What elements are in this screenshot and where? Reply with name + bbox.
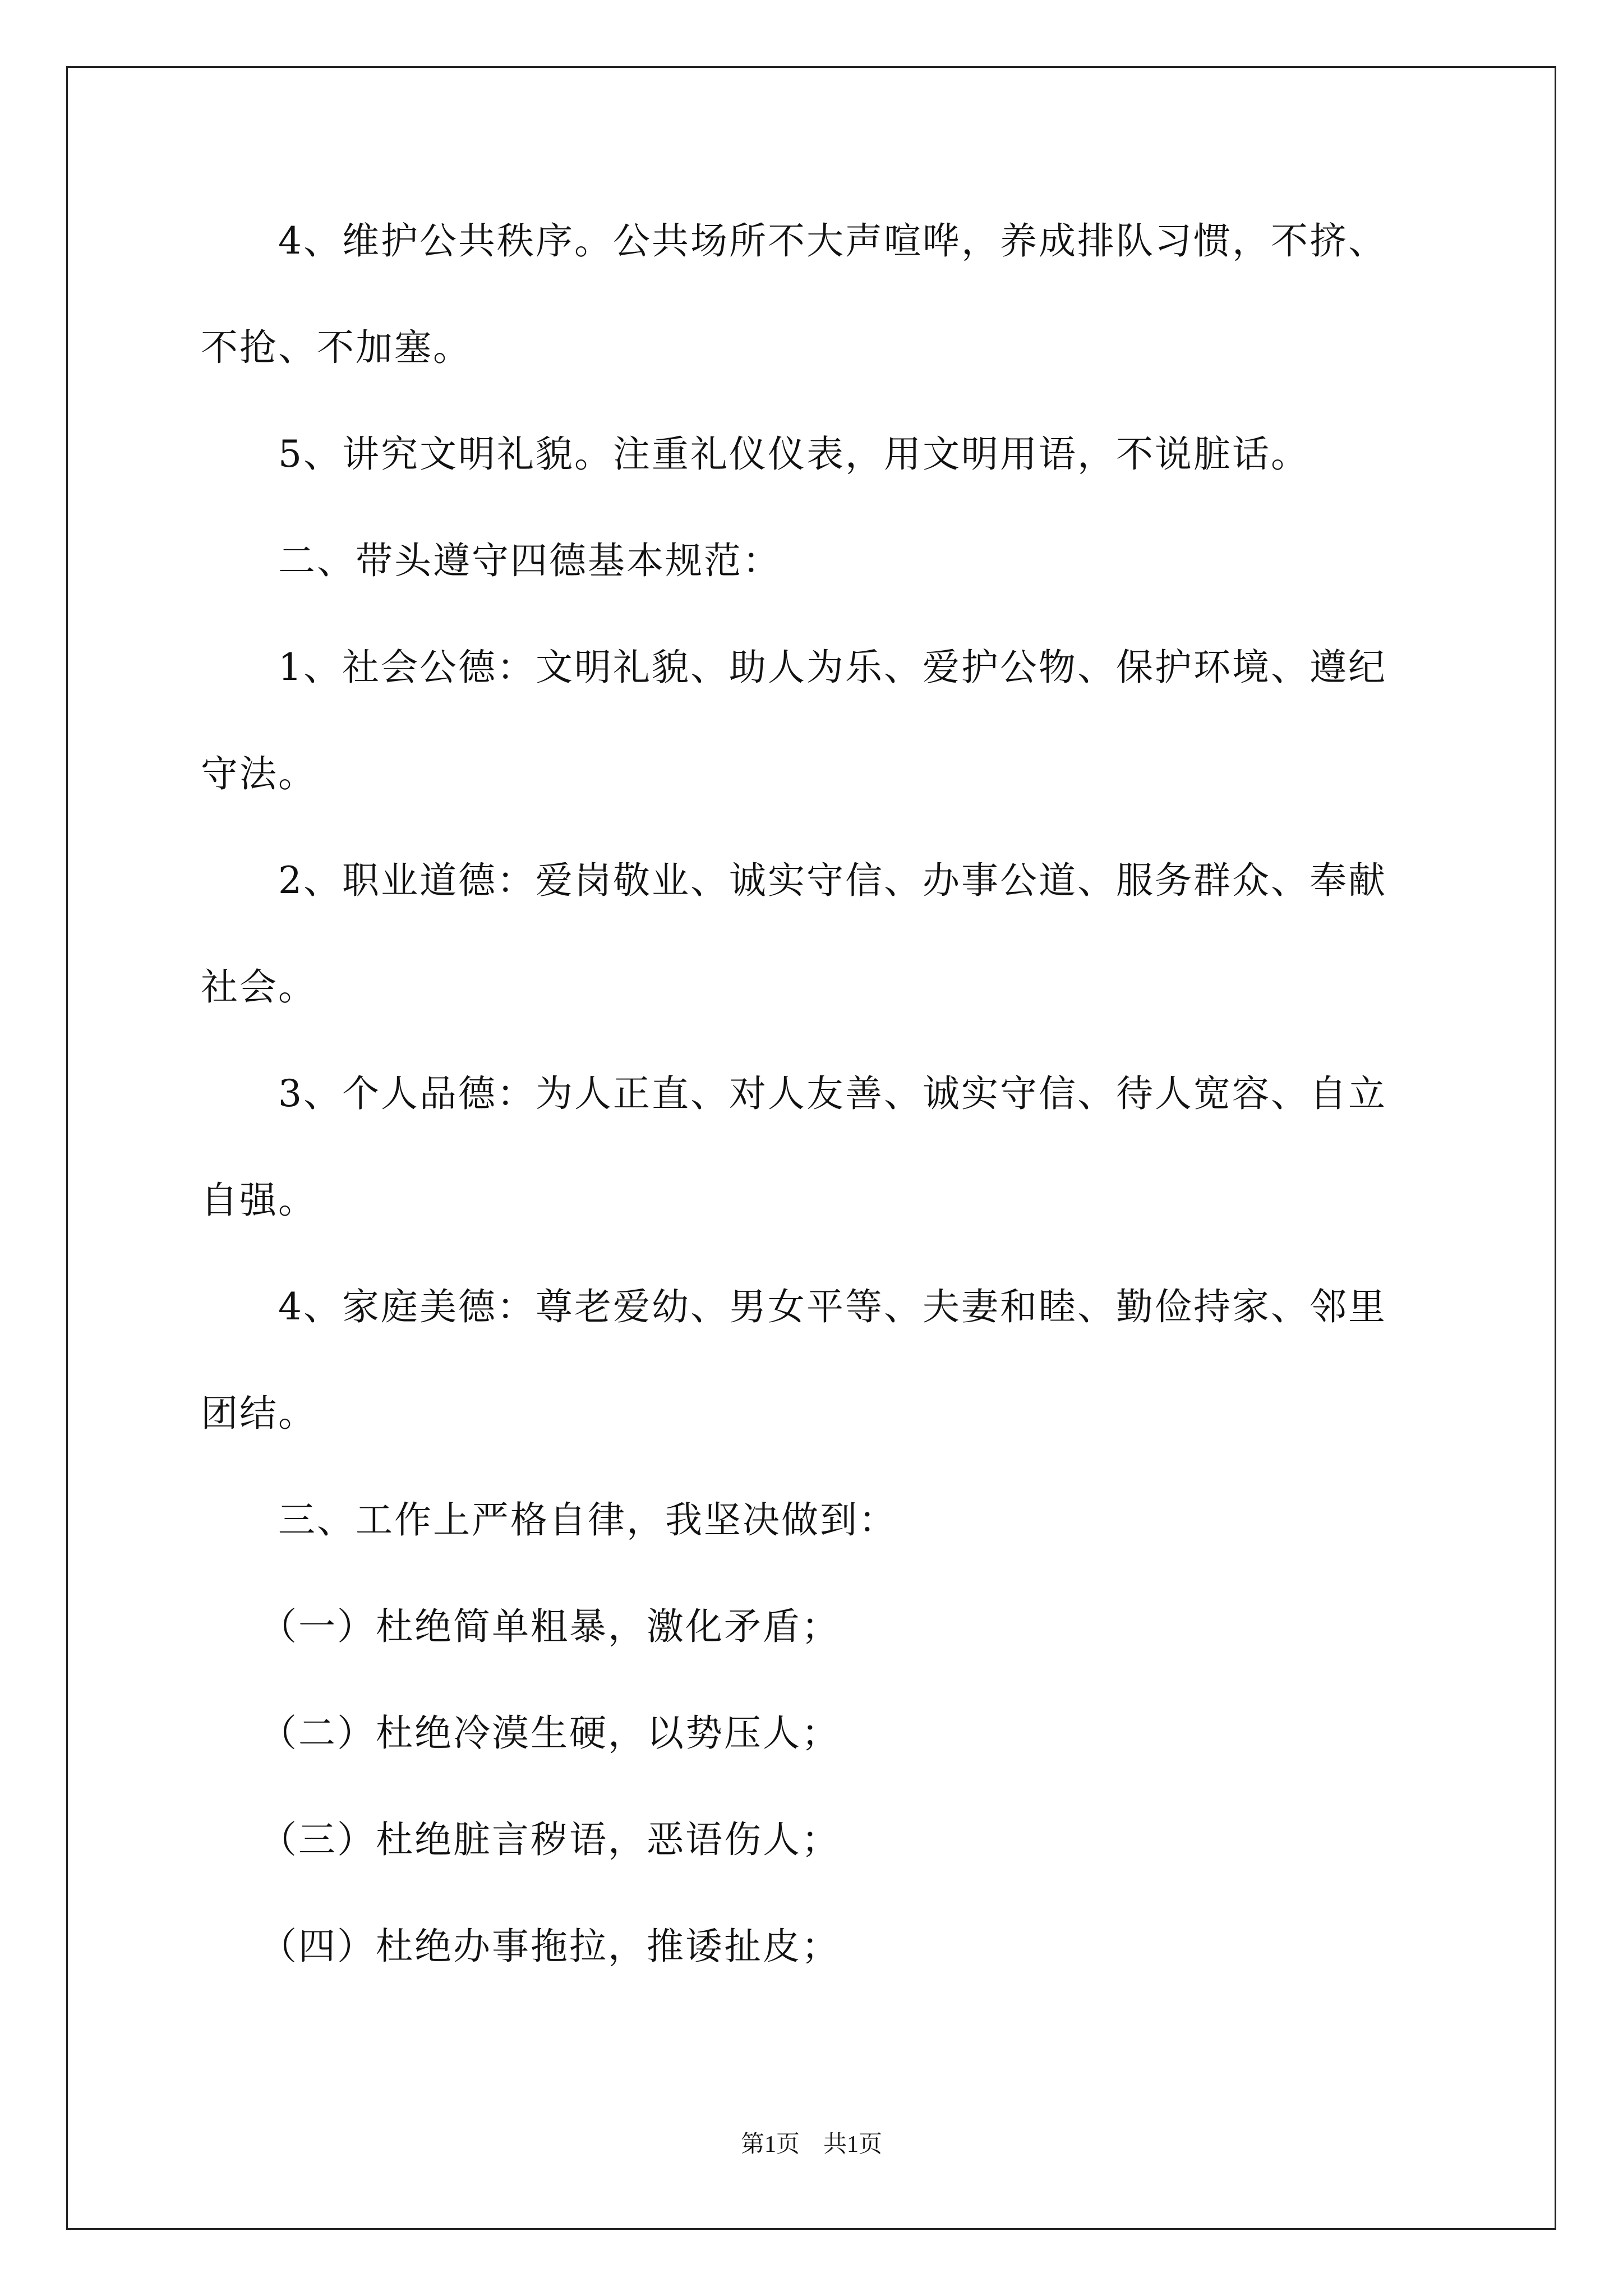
text-line: （四）杜绝办事拖拉，推诿扯皮； bbox=[201, 1925, 840, 1968]
text-line: 5、讲究文明礼貌。注重礼仪仪表，用文明用语，不说脏话。 bbox=[201, 432, 1310, 476]
text-line: 4、家庭美德：尊老爱幼、男女平等、夫妻和睦、勤俭持家、邻里 bbox=[201, 1285, 1387, 1328]
text-line: 1、社会公德：文明礼貌、助人为乐、爱护公物、保护环境、遵纪 bbox=[201, 646, 1387, 689]
text-line: 三、工作上严格自律，我坚决做到： bbox=[201, 1498, 897, 1542]
text-line: 团结。 bbox=[201, 1392, 317, 1435]
page-border bbox=[66, 66, 1556, 2230]
text-line: 2、职业道德：爱岗敬业、诚实守信、办事公道、服务群众、奉献 bbox=[201, 859, 1387, 902]
text-line: 社会。 bbox=[201, 965, 317, 1009]
text-line: 自强。 bbox=[201, 1179, 317, 1222]
text-line: （一）杜绝简单粗暴，激化矛盾； bbox=[201, 1605, 840, 1648]
text-line: 4、维护公共秩序。公共场所不大声喧哗，养成排队习惯，不挤、 bbox=[201, 219, 1387, 263]
text-line: （二）杜绝冷漠生硬，以势压人； bbox=[201, 1711, 840, 1755]
page-number: 第1页 共1页 bbox=[740, 2132, 882, 2157]
text-line: 守法。 bbox=[201, 752, 317, 795]
text-line: 3、个人品德：为人正直、对人友善、诚实守信、待人宽容、自立 bbox=[201, 1072, 1387, 1115]
text-line: 不抢、不加塞。 bbox=[201, 326, 472, 369]
text-line: （三）杜绝脏言秽语，恶语伤人； bbox=[201, 1818, 840, 1861]
text-line: 二、带头遵守四德基本规范： bbox=[201, 539, 781, 582]
